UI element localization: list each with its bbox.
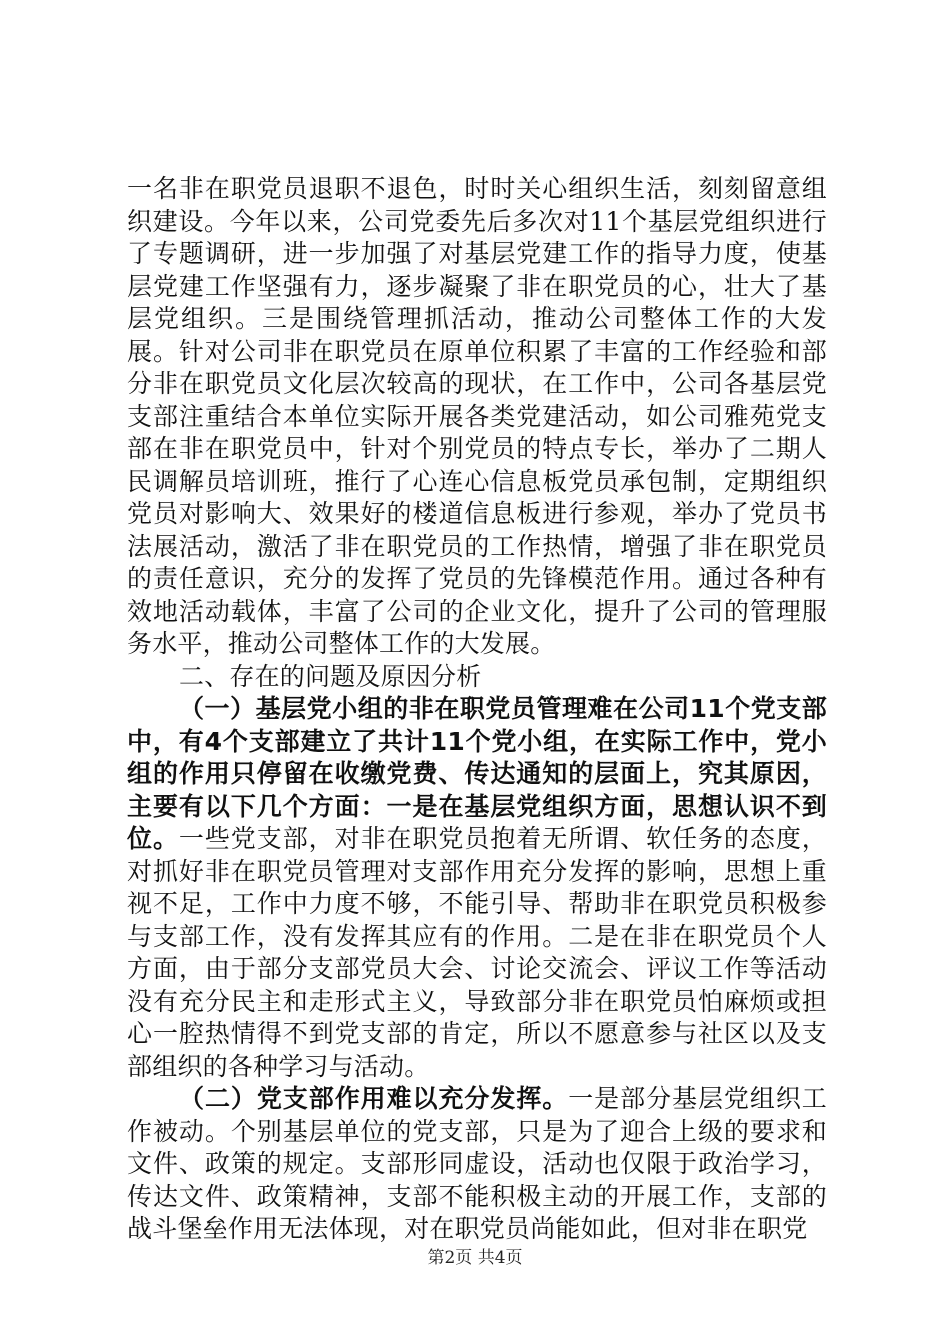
paragraph-continuation: [127, 173, 827, 661]
paragraph-issue-2: [127, 1083, 827, 1246]
paragraph-lead-bold: （一）基层党小组的非在职党员管理难在公司11个党支部中，有4个支部建立了共计11个党小组，在实际工作中，党小组的作用只停留在收缴党费、传达通知的层面上，究其原因，主要有以下几个方面：一是在基层党组织方面，思想认识不到位。: [127, 694, 827, 853]
page-number: 第2页 共4页: [427, 1248, 523, 1268]
paragraph-text: 一名非在职党员退职不退色，时时关心组织生活，刻刻留意组织建设。今年以来，公司党委先后多次对11个基层党组织进行了专题调研，进一步加强了对基层党建工作的指导力度，使基层党建工作坚强有力，逐步凝聚了非在职党员的心，壮大了基层党组织。三是围绕管理抓活动，推动公司整体工作的大发展。针对公司非在职党员在原单位积累了丰富的工作经验和部分非在职党员文化层次较高的现状，在工作中，公司各基层党支部注重结合本单位实际开展各类党建活动，如公司雅苑党支部在非在职党员中，针对个别党员的特点专长，举办了二期人民调解员培训班，推行了心连心信息板党员承包制，定期组织党员对影响大、效果好的楼道信息板进行参观，举办了党员书法展活动，激活了非在职党员的工作热情，增强了非在职党员的责任意识，充分的发挥了党员的先锋模范作用。通过各种有效地活动载体，丰富了公司的企业文化，提升了公司的管理服务水平，推动公司整体工作的大发展。: [127, 174, 827, 658]
paragraph-lead-bold: （二）党支部作用难以充分发挥。: [179, 1084, 569, 1113]
section-heading: [127, 661, 827, 694]
paragraph-text: 一些党支部，对非在职党员抱着无所谓、软任务的态度，对抓好非在职党员管理对支部作用充分发挥的影响，思想上重视不足，工作中力度不够，不能引导、帮助非在职党员积极参与支部工作，没有发挥其应有的作用。二是在非在职党员个人方面，由于部分支部党员大会、讨论交流会、评议工作等活动没有充分民主和走形式主义，导致部分非在职党员怕麻烦或担心一腔热情得不到党支部的肯定，所以不愿意参与社区以及支部组织的各种学习与活动。: [127, 824, 827, 1081]
heading-text: 二、存在的问题及原因分析: [179, 661, 482, 691]
document-body: [127, 173, 827, 1246]
paragraph-text: 一是部分基层党组织工作被动。个别基层单位的党支部，只是为了迎合上级的要求和文件、政策的规定。支部形同虚设，活动也仅限于政治学习，传达文件、政策精神，支部不能积极主动的开展工作，支部的战斗堡垒作用无法体现，对在职党员尚能如此，但对非在职党: [127, 1084, 827, 1243]
page-footer: [0, 1243, 950, 1268]
paragraph-issue-1: [127, 693, 827, 1083]
